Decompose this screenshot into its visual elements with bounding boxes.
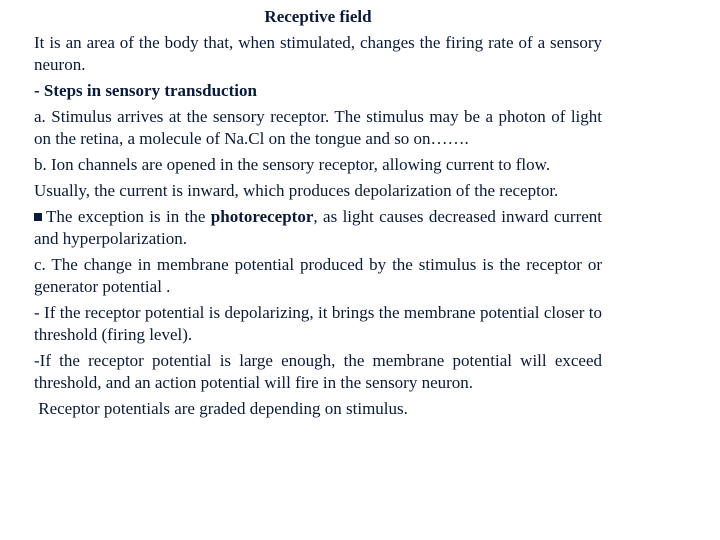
steps-heading: - Steps in sensory transduction bbox=[34, 81, 257, 100]
step-a-text: a. Stimulus arrives at the sensory receptor. The stimulus may be a photon of light on the retina, a molecule of Na.Cl on the tongue and so on……. bbox=[34, 107, 602, 148]
note-depolarizing: - If the receptor potential is depolarizing, it brings the membrane potential closer to threshold (firing level). bbox=[34, 303, 602, 344]
step-b-text: b. Ion channels are opened in the sensory receptor, allowing current to flow. bbox=[34, 155, 551, 174]
step-c-text: c. The change in membrane potential produced by the stimulus is the receptor or generator potential . bbox=[34, 255, 602, 296]
page-title: Receptive field bbox=[264, 7, 372, 26]
step-b-note: Usually, the current is inward, which produces depolarization of the receptor. bbox=[34, 181, 559, 200]
exception-paragraph bbox=[34, 206, 602, 250]
note-large: -If the receptor potential is large enough, the membrane potential will exceed threshold, and an action potential will fire in the sensory neuron. bbox=[34, 351, 602, 392]
definition-text: It is an area of the body that, when stimulated, changes the firing rate of a sensory neuron. bbox=[34, 33, 602, 74]
note-graded: Receptor potentials are graded depending on stimulus. bbox=[34, 399, 408, 418]
exception-prefix: The exception is in the bbox=[46, 207, 206, 226]
slide-content bbox=[34, 6, 602, 424]
square-bullet-icon bbox=[34, 213, 42, 221]
exception-suffix: , as light causes decreased inward current and hyperpolarization. bbox=[34, 207, 603, 248]
exception-term: photoreceptor bbox=[210, 207, 314, 226]
